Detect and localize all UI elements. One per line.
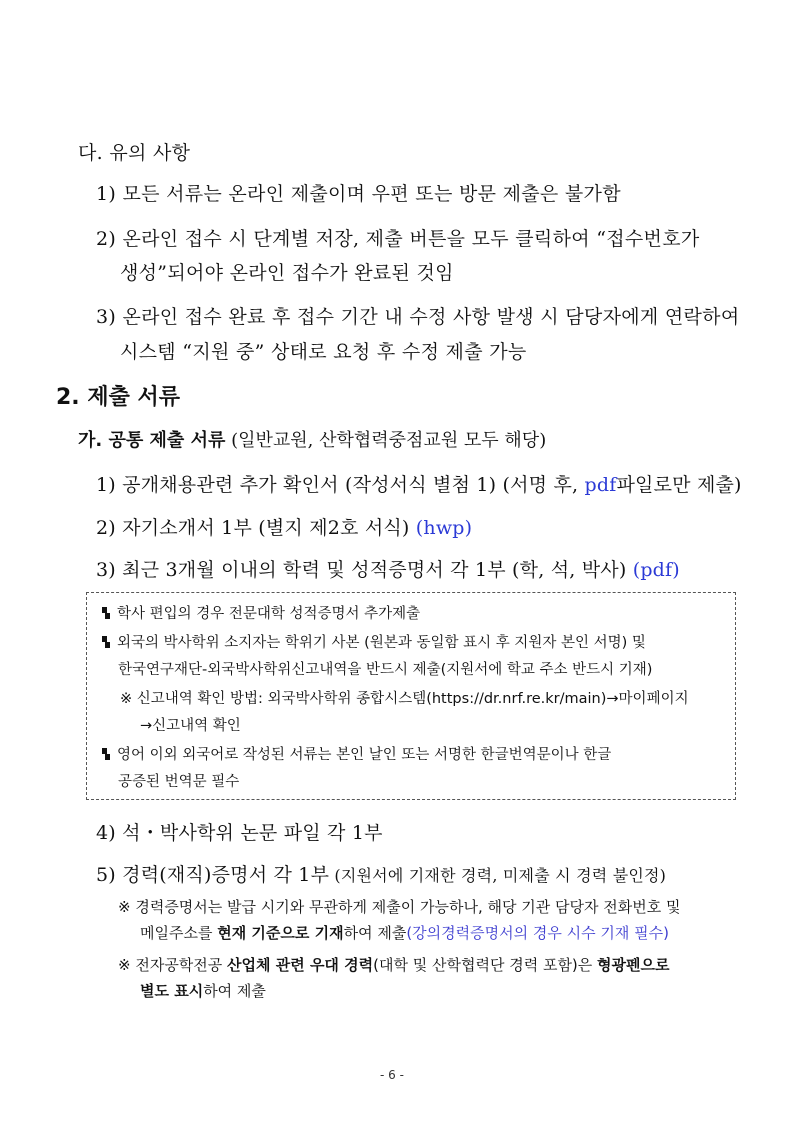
doc-item-1-format: pdf — [584, 474, 617, 496]
square-bullet-icon — [102, 636, 111, 648]
box-line-3-text: 영어 이외 외국어로 작성된 서류는 본인 날인 또는 서명한 한글번역문이나 한글 — [117, 747, 612, 763]
box-line-3-cont: 공증된 번역문 필수 — [118, 774, 240, 790]
note-1-highlight: (강의경력증명서의 경우 시수 기재 필수) — [406, 924, 669, 942]
box-line-2-cont: 한국연구재단-외국박사학위신고내역을 반드시 제출(지원서에 학교 주소 반드시 기재) — [118, 662, 653, 678]
doc-item-3-text: 3) 최근 3개월 이내의 학력 및 성적증명서 각 1부 (학, 석, 박사) — [96, 559, 633, 581]
doc-item-5-paren: (지원서에 기재한 경력, 미제출 시 경력 불인정) — [329, 866, 667, 885]
note-2-line-2 — [140, 980, 266, 1001]
square-bullet-icon — [102, 748, 111, 760]
box-line-1-text: 학사 편입의 경우 전문대학 성적증명서 추가제출 — [117, 606, 421, 622]
note-2-tail: 하여 제출 — [203, 982, 266, 1000]
notice-item-3-cont: 시스템 “지원 중” 상태로 요청 후 수정 제출 가능 — [120, 341, 527, 363]
section-2-title: 2. 제출 서류 — [56, 385, 180, 410]
sub-ga-line — [78, 426, 546, 452]
note-2-a: ※ 전자공학전공 — [118, 956, 228, 974]
doc-item-1-tail: 파일로만 제출) — [616, 474, 742, 496]
note-2-bold-3: 별도 표시 — [140, 982, 204, 1000]
square-bullet-icon — [102, 607, 111, 619]
doc-item-1-text: 1) 공개채용관련 추가 확인서 (작성서식 별첨 1) (서명 후, — [96, 474, 585, 496]
box-line-2 — [102, 631, 646, 652]
box-line-2-text: 외국의 박사학위 소지자는 학위기 사본 (원본과 동일함 표시 후 지원자 본인 서명) 및 — [117, 635, 646, 651]
note-2-bold-2: 형광펜으로 — [597, 956, 670, 974]
box-line-3 — [102, 743, 611, 764]
note-1-bold: 현재 기준으로 기재 — [217, 924, 344, 942]
sub-ga-label: 가. 공통 제출 서류 — [78, 430, 226, 451]
doc-item-2 — [96, 513, 472, 540]
doc-item-5-text: 5) 경력(재직)증명서 각 1부 — [96, 864, 330, 886]
note-2-bold: 산업체 관련 우대 경력 — [227, 956, 374, 974]
notice-item-1: 1) 모든 서류는 온라인 제출이며 우편 또는 방문 제출은 불가함 — [96, 183, 621, 205]
doc-item-2-format: (hwp) — [415, 517, 473, 539]
box-line-1 — [102, 602, 420, 623]
doc-item-2-text: 2) 자기소개서 1부 (별지 제2호 서식) — [96, 517, 416, 539]
box-line-2-note-cont: →신고내역 확인 — [140, 718, 241, 734]
box-line-2-note: ※ 신고내역 확인 방법: 외국박사학위 종합시스템(https://dr.nrf.re.kr/main)→마이페이지 — [120, 691, 689, 707]
doc-item-3 — [96, 555, 680, 582]
note-1-c: 하여 제출 — [343, 924, 407, 942]
doc-item-3-format: (pdf) — [632, 559, 680, 581]
doc-item-5 — [96, 860, 666, 887]
page-number: - 6 - — [380, 1068, 404, 1082]
note-1-a: 메일주소를 — [140, 924, 218, 942]
note-2-line-1 — [118, 954, 670, 975]
note-2-c: (대학 및 산학협력단 경력 포함)은 — [373, 956, 598, 974]
notice-item-2: 2) 온라인 접수 시 단계별 저장, 제출 버튼을 모두 클릭하여 “접수번호가 — [96, 228, 700, 250]
section-da-title: 다. 유의 사항 — [78, 142, 191, 164]
doc-item-4: 4) 석・박사학위 논문 파일 각 1부 — [96, 822, 383, 844]
note-1-line-1: ※ 경력증명서는 발급 시기와 무관하게 제출이 가능하나, 해당 기관 담당자 전화번호 및 — [118, 898, 681, 916]
sub-ga-paren: (일반교원, 산학협력중점교원 모두 해당) — [225, 430, 547, 451]
note-1-line-2 — [140, 922, 669, 943]
notice-item-2-cont: 생성”되어야 온라인 접수가 완료된 것임 — [120, 262, 454, 284]
doc-item-1 — [96, 470, 742, 497]
notice-item-3: 3) 온라인 접수 완료 후 접수 기간 내 수정 사항 발생 시 담당자에게 연락하여 — [96, 306, 740, 328]
